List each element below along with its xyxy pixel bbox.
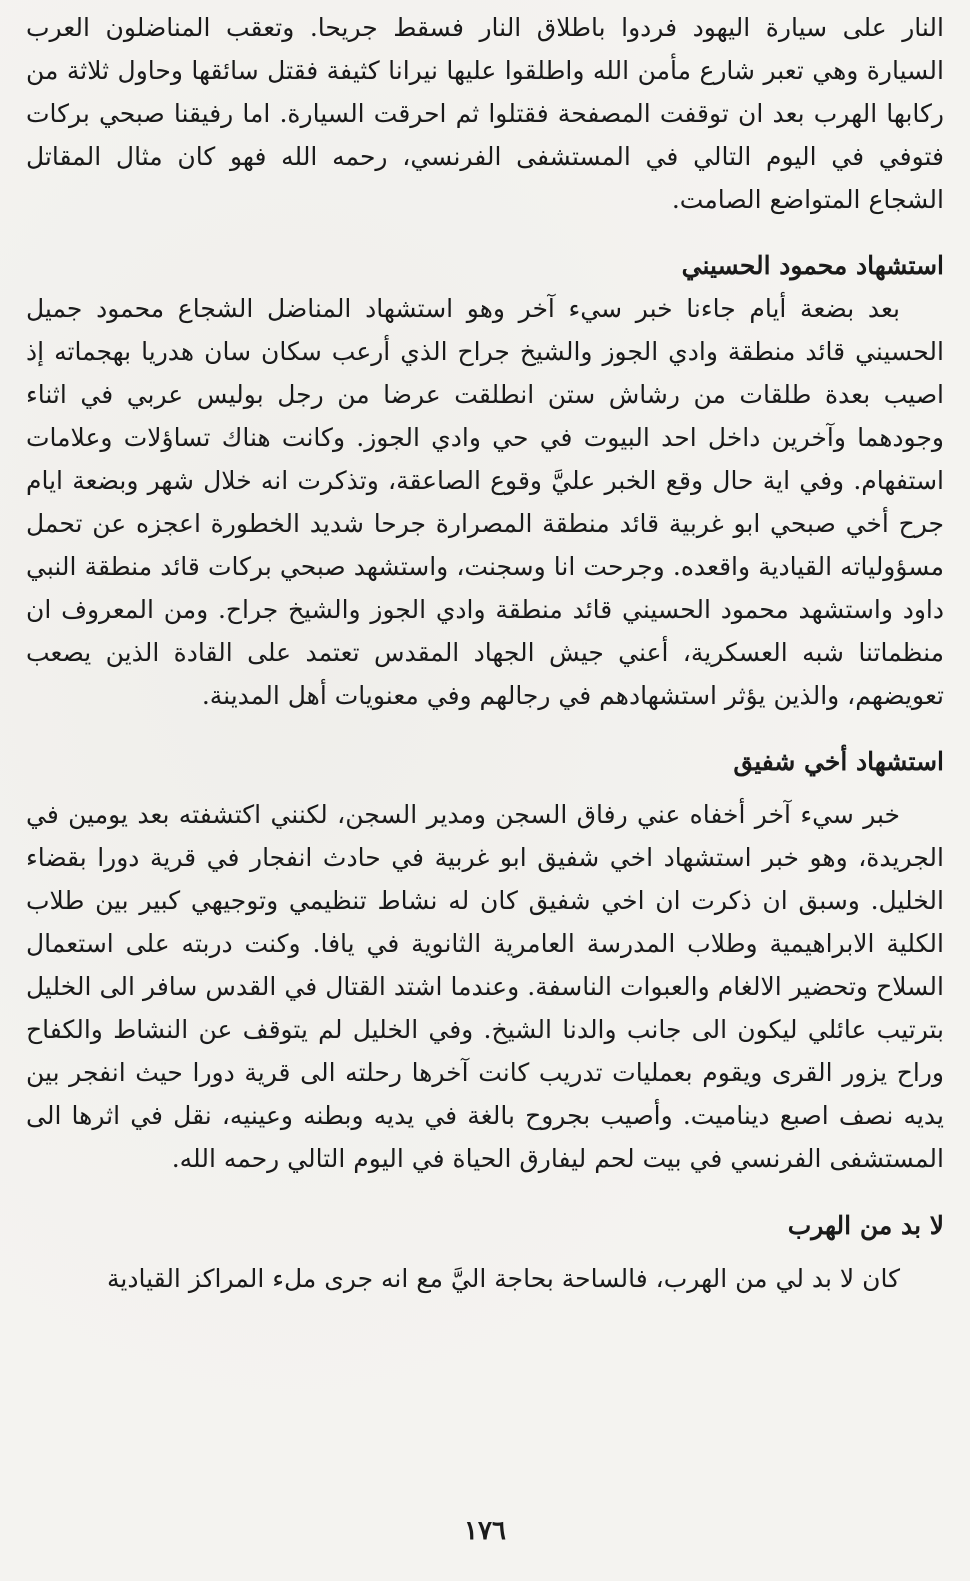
paragraph-escape: كان لا بد لي من الهرب، فالساحة بحاجة اليَّ مع انه جرى ملء المراكز القيادية bbox=[107, 1264, 900, 1293]
heading-shafiq-martyrdom: استشهاد أخي شفيق bbox=[733, 747, 944, 776]
heading-escape: لا بد من الهرب bbox=[787, 1211, 944, 1240]
paragraph-car-attack: النار على سيارة اليهود فردوا باطلاق النار فسقط جريحا. وتعقب المناضلون العرب السيارة وهي تعبر شارع مأمن الله واطلقوا عليها نيرانا كثيفة فقتل سائقها وحاول ثلاثة من ركابها الهرب بعد ان توقفت المصفحة فقتلوا ثم احرقت السيارة. اما رفيقنا صبحي بركات فتوفي في اليوم التالي في المستشفى الفرنسي، رحمه الله فهو كان مثال المقاتل الشجاع المتواضع الصامت. bbox=[26, 13, 944, 214]
paragraph-shafiq-martyrdom: خبر سيء آخر أخفاه عني رفاق السجن ومدير السجن، لكنني اكتشفته بعد يومين في الجريدة، وهو خبر استشهاد اخي شفيق ابو غربية في حادث انفجار في قرية دورا بقضاء الخليل. وسبق ان ذكرت ان اخي شفيق كان له نشاط تنظيمي وتوجيهي كبير بين طلاب الكلية الابراهيمية وطلاب المدرسة العامرية الثانوية في يافا. وكنت دربته على استعمال السلاح وتحضير الالغام والعبوات الناسفة. وعندما اشتد القتال في القدس سافر الى الخليل بترتيب عائلي ليكون الى جانب والدنا الشيخ. وفي الخليل لم يتوقف عن النشاط والكفاح وراح يزور القرى ويقوم بعمليات تدريب كانت آخرها رحلته الى قرية دورا حيث انفجر بين يديه نصف اصبع ديناميت. وأصيب بجروح بالغة في يديه وبطنه وعينيه، نقل في اثرها الى المستشفى الفرنسي في بيت لحم ليفارق الحياة في اليوم التالي رحمه الله. bbox=[26, 800, 944, 1173]
page-number: ١٧٦ bbox=[464, 1516, 506, 1546]
bleed-through-strip bbox=[26, 1182, 944, 1204]
heading-husseini-martyrdom: استشهاد محمود الحسيني bbox=[681, 251, 944, 280]
paragraph-husseini-martyrdom: بعد بضعة أيام جاءنا خبر سيء آخر وهو استشهاد المناضل الشجاع محمود جميل الحسيني قائد منطقة وادي الجوز والشيخ جراح الذي أرعب سكان سان هدريا بهجماته إذ اصيب بعدة طلقات من رشاش ستن انطلقت عرضا من رجل بوليس عربي في اثناء وجودهما وآخرين داخل احد البيوت في حي وادي الجوز. وكانت هناك تساؤلات وعلامات استفهام. وفي اية حال وقع الخبر عليَّ وقوع الصاعقة، وتذكرت انه خلال شهر وبضعة ايام جرح أخي صبحي ابو غربية قائد منطقة المصرارة جرحا شديد الخطورة اعجزه عن تحمل مسؤولياته القيادية واقعده. وجرحت انا وسجنت، واستشهد صبحي بركات قائد منطقة النبي داود واستشهد محمود الحسيني قائد منطقة وادي الجوز والشيخ جراح. ومن المعروف ان منظماتنا شبه العسكرية، أعني جيش الجهاد المقدس تعتمد على القادة الذين يصعب تعويضهم، والذين يؤثر استشهادهم في رجالهم وفي معنويات أهل المدينة. bbox=[26, 294, 944, 710]
